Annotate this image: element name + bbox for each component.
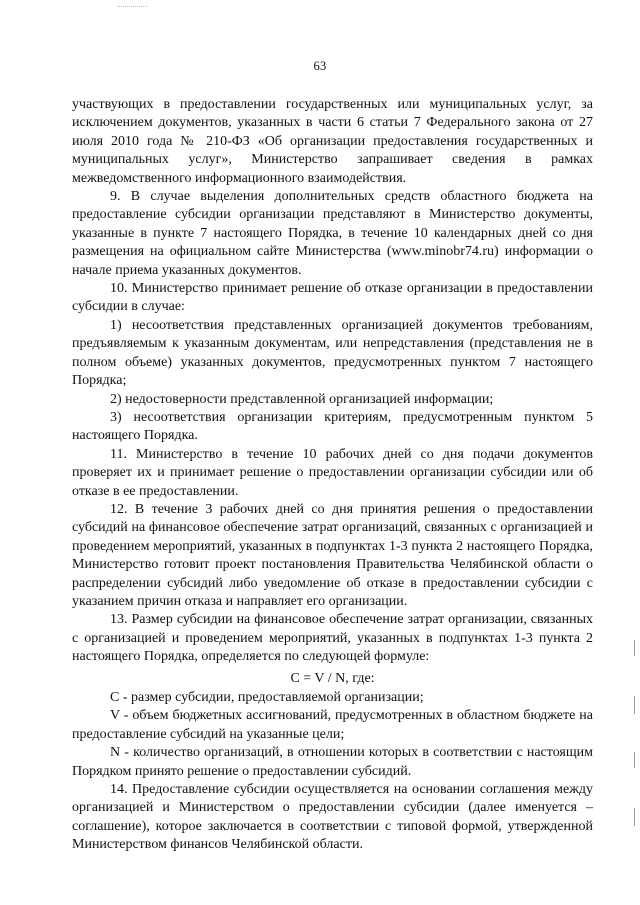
document-body <box>72 96 597 855</box>
paragraph-item-11: 11. Министерство в течение 10 рабочих дней со дня подачи документов проверяет их и принимает решение о предоставлении организации субсидии или об отказе в ее предоставлении. <box>72 446 597 499</box>
subitem-10-3: 3) несоответствия организации критериям, предусмотренным пунктом 5 настоящего Порядка. <box>72 409 597 444</box>
margin-mark <box>634 752 635 768</box>
formula-definition-c: C - размер субсидии, предоставляемой организации; <box>110 690 424 705</box>
scan-margin-marks <box>634 640 638 830</box>
paragraph-item-9: 9. В случае выделения дополнительных средств областного бюджета на предоставление субсидии организации представляют в Министерство документы, указанные в пункте 7 настоящего Порядка, в течение 10 календарных дней со дня размещения на официальном сайте Министерства (www.minobr74.ru) информации о начале приема указанных документов. <box>72 189 597 278</box>
page-number: 63 <box>313 59 327 73</box>
subitem-10-2: 2) недостоверности представленной организацией информации; <box>110 391 494 407</box>
margin-mark <box>634 808 635 826</box>
paragraph-item-13: 13. Размер субсидии на финансовое обеспечение затрат организации, связанных с организацией и проведением мероприятий, указанных в подпунктах 1-3 пункта 2 настоящего Порядка, определяется по следующей формуле: <box>72 612 597 665</box>
paragraph-item-10: 10. Министерство принимает решение об отказе организации в предоставлении субсидии в случае: <box>72 281 597 315</box>
margin-mark <box>634 640 635 656</box>
subitem-10-1: 1) несоответствия представленных организацией документов требованиям, предъявляемым к указанным документам, или непредставления (представления не в полном объеме) указанных документов, предусмотренных пунктом 7 настоящего Порядка; <box>72 317 597 389</box>
scan-artifact <box>118 6 148 9</box>
formula-definition-v: V - объем бюджетных ассигнований, предусмотренных в областном бюджете на предоставление субсидий на указанные цели; <box>72 708 597 742</box>
paragraph-continuation: участвующих в предоставлении государственных или муниципальных услуг, за исключением документов, указанных в части 6 статьи 7 Федерального закона от 27 июля 2010 года № 210-ФЗ «Об организации предоставления государственных и муниципальных услуг», Министерство запрашивает сведения в рамках межведомственного информационного взаимодействия. <box>72 97 597 186</box>
margin-mark <box>634 696 635 714</box>
paragraph-item-14: 14. Предоставление субсидии осуществляется на основании соглашения между организацией и Министерством о предоставлении субсидии (далее именуется – соглашение), которое заключается в соответствии с типовой формой, утвержденной Министерством финансов Челябинской области. <box>72 782 597 853</box>
formula-definition-n: N - количество организаций, в отношении которых в соответствии с настоящим Порядком принято решение о предоставлении субсидий. <box>72 745 597 779</box>
formula: C = V / N, где: <box>290 670 375 686</box>
paragraph-item-12: 12. В течение 3 рабочих дней со дня принятия решения о предоставлении субсидий на финансовое обеспечение затрат организаций, связанных с организацией и проведением мероприятий, указанных в подпунктах 1-3 пункта 2 настоящего Порядка, Министерство готовит проект постановления Правительства Челябинской области о распределении субсидий либо уведомление об отказе в предоставлении субсидии с указанием причин отказа и направляет его организации. <box>72 501 597 609</box>
